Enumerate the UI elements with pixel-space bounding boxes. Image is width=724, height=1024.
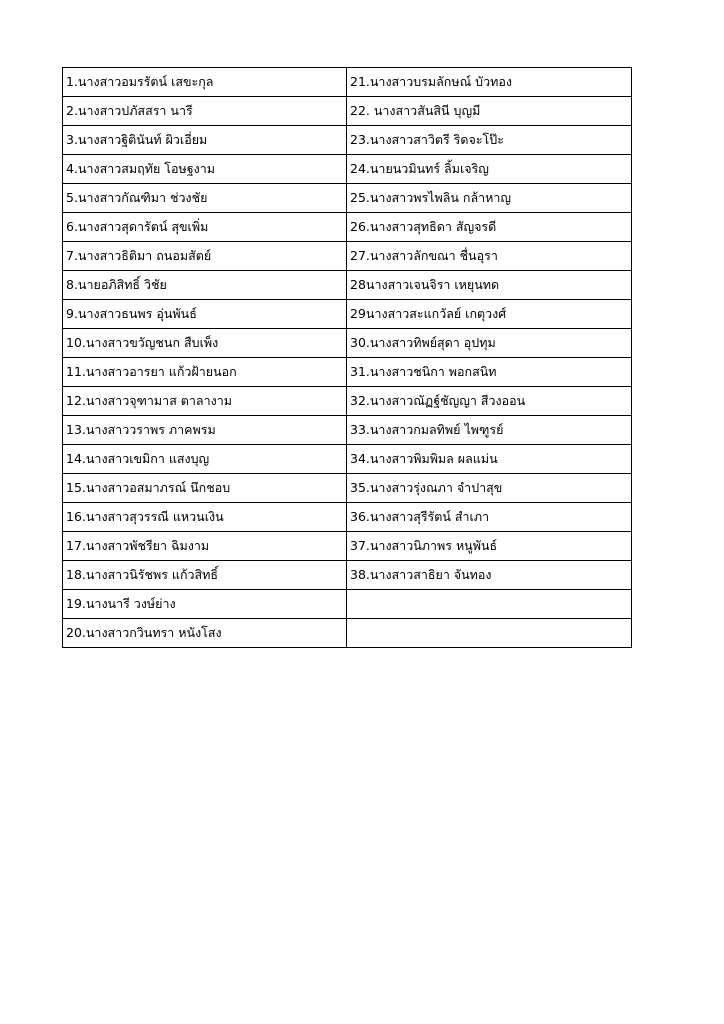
name-cell-right: 31.นางสาวชนิกา พอกสนิท bbox=[347, 358, 632, 387]
name-cell-right: 38.นางสาวสาธิยา จันทอง bbox=[347, 561, 632, 590]
table-row bbox=[63, 242, 632, 271]
table-row bbox=[63, 590, 632, 619]
table-row bbox=[63, 619, 632, 648]
name-cell-left: 19.นางนารี วงษ์ย่าง bbox=[63, 590, 347, 619]
name-cell-right: 27.นางสาวลักขณา ชื่นอุรา bbox=[347, 242, 632, 271]
name-cell-right: 36.นางสาวสุรีรัตน์ สำเภา bbox=[347, 503, 632, 532]
name-cell-left: 9.นางสาวธนพร อุ่นพันธ์ bbox=[63, 300, 347, 329]
table-row bbox=[63, 155, 632, 184]
name-cell-left: 13.นางสาววราพร ภาคพรม bbox=[63, 416, 347, 445]
name-cell-right: 30.นางสาวทิพย์สุดา อุปทุม bbox=[347, 329, 632, 358]
name-cell-left: 11.นางสาวอารยา แก้วฝ้ายนอก bbox=[63, 358, 347, 387]
name-cell-right: 37.นางสาวนิภาพร หนูพันธ์ bbox=[347, 532, 632, 561]
table-row bbox=[63, 445, 632, 474]
name-cell-right: 34.นางสาวพิมพิมล ผลแม่น bbox=[347, 445, 632, 474]
name-cell-right: 33.นางสาวกมลทิพย์ ไพฑูรย์ bbox=[347, 416, 632, 445]
name-cell-left: 17.นางสาวพัชรียา ฉิมงาม bbox=[63, 532, 347, 561]
table-row bbox=[63, 271, 632, 300]
name-cell-left: 2.นางสาวปภัสสรา นารี bbox=[63, 97, 347, 126]
name-cell-right bbox=[347, 590, 632, 619]
name-cell-right: 35.นางสาวรุ่งณภา จำปาสุข bbox=[347, 474, 632, 503]
name-cell-right bbox=[347, 619, 632, 648]
name-cell-left: 18.นางสาวนิรัชพร แก้วสิทธิ์ bbox=[63, 561, 347, 590]
table-row bbox=[63, 474, 632, 503]
name-cell-right: 28นางสาวเจนจิรา เหยุนทด bbox=[347, 271, 632, 300]
name-cell-left: 7.นางสาวธิติมา ถนอมสัตย์ bbox=[63, 242, 347, 271]
name-cell-left: 6.นางสาวสุดารัตน์ สุขเพิ่ม bbox=[63, 213, 347, 242]
table-row bbox=[63, 213, 632, 242]
name-cell-left: 1.นางสาวอมรรัตน์ เสขะกุล bbox=[63, 68, 347, 97]
table-row bbox=[63, 561, 632, 590]
name-cell-right: 29นางสาวสะแกวัลย์ เกตุวงศ์ bbox=[347, 300, 632, 329]
name-cell-left: 16.นางสาวสุวรรณี แหวนเงิน bbox=[63, 503, 347, 532]
table-row bbox=[63, 503, 632, 532]
name-cell-left: 4.นางสาวสมฤทัย โอษฐงาม bbox=[63, 155, 347, 184]
table-row bbox=[63, 126, 632, 155]
name-cell-right: 23.นางสาวสาวิตรี ริดจะโป๊ะ bbox=[347, 126, 632, 155]
name-cell-left: 12.นางสาวจุฑามาส ตาลางาม bbox=[63, 387, 347, 416]
table-row bbox=[63, 416, 632, 445]
name-cell-left: 14.นางสาวเขมิกา แสงบุญ bbox=[63, 445, 347, 474]
name-cell-left: 10.นางสาวขวัญชนก สืบเพ็ง bbox=[63, 329, 347, 358]
table-row bbox=[63, 329, 632, 358]
name-cell-right: 32.นางสาวณัฏฐ์ชัญญา สีวงออน bbox=[347, 387, 632, 416]
table-row bbox=[63, 358, 632, 387]
table-row bbox=[63, 300, 632, 329]
table-body bbox=[63, 68, 632, 648]
name-cell-left: 15.นางสาวอสมาภรณ์ นึกชอบ bbox=[63, 474, 347, 503]
name-cell-right: 25.นางสาวพรไพลิน กล้าหาญ bbox=[347, 184, 632, 213]
name-list-table bbox=[62, 67, 632, 648]
table-row bbox=[63, 68, 632, 97]
name-cell-right: 24.นายนวมินทร์ ลิ้มเจริญ bbox=[347, 155, 632, 184]
name-cell-left: 8.นายอภิสิทธิ์ วิชัย bbox=[63, 271, 347, 300]
name-cell-right: 26.นางสาวสุทธิดา สัญจรดี bbox=[347, 213, 632, 242]
name-cell-left: 5.นางสาวกัณฑิมา ช่วงชัย bbox=[63, 184, 347, 213]
table-row bbox=[63, 97, 632, 126]
name-cell-right: 21.นางสาวบรมลักษณ์ บัวทอง bbox=[347, 68, 632, 97]
table-row bbox=[63, 184, 632, 213]
name-cell-left: 3.นางสาวฐิตินันท์ ผิวเอี่ยม bbox=[63, 126, 347, 155]
table-row bbox=[63, 532, 632, 561]
name-cell-left: 20.นางสาวกวินทรา หนังโสง bbox=[63, 619, 347, 648]
table-row bbox=[63, 387, 632, 416]
name-cell-right: 22. นางสาวสันสินี บุญมี bbox=[347, 97, 632, 126]
